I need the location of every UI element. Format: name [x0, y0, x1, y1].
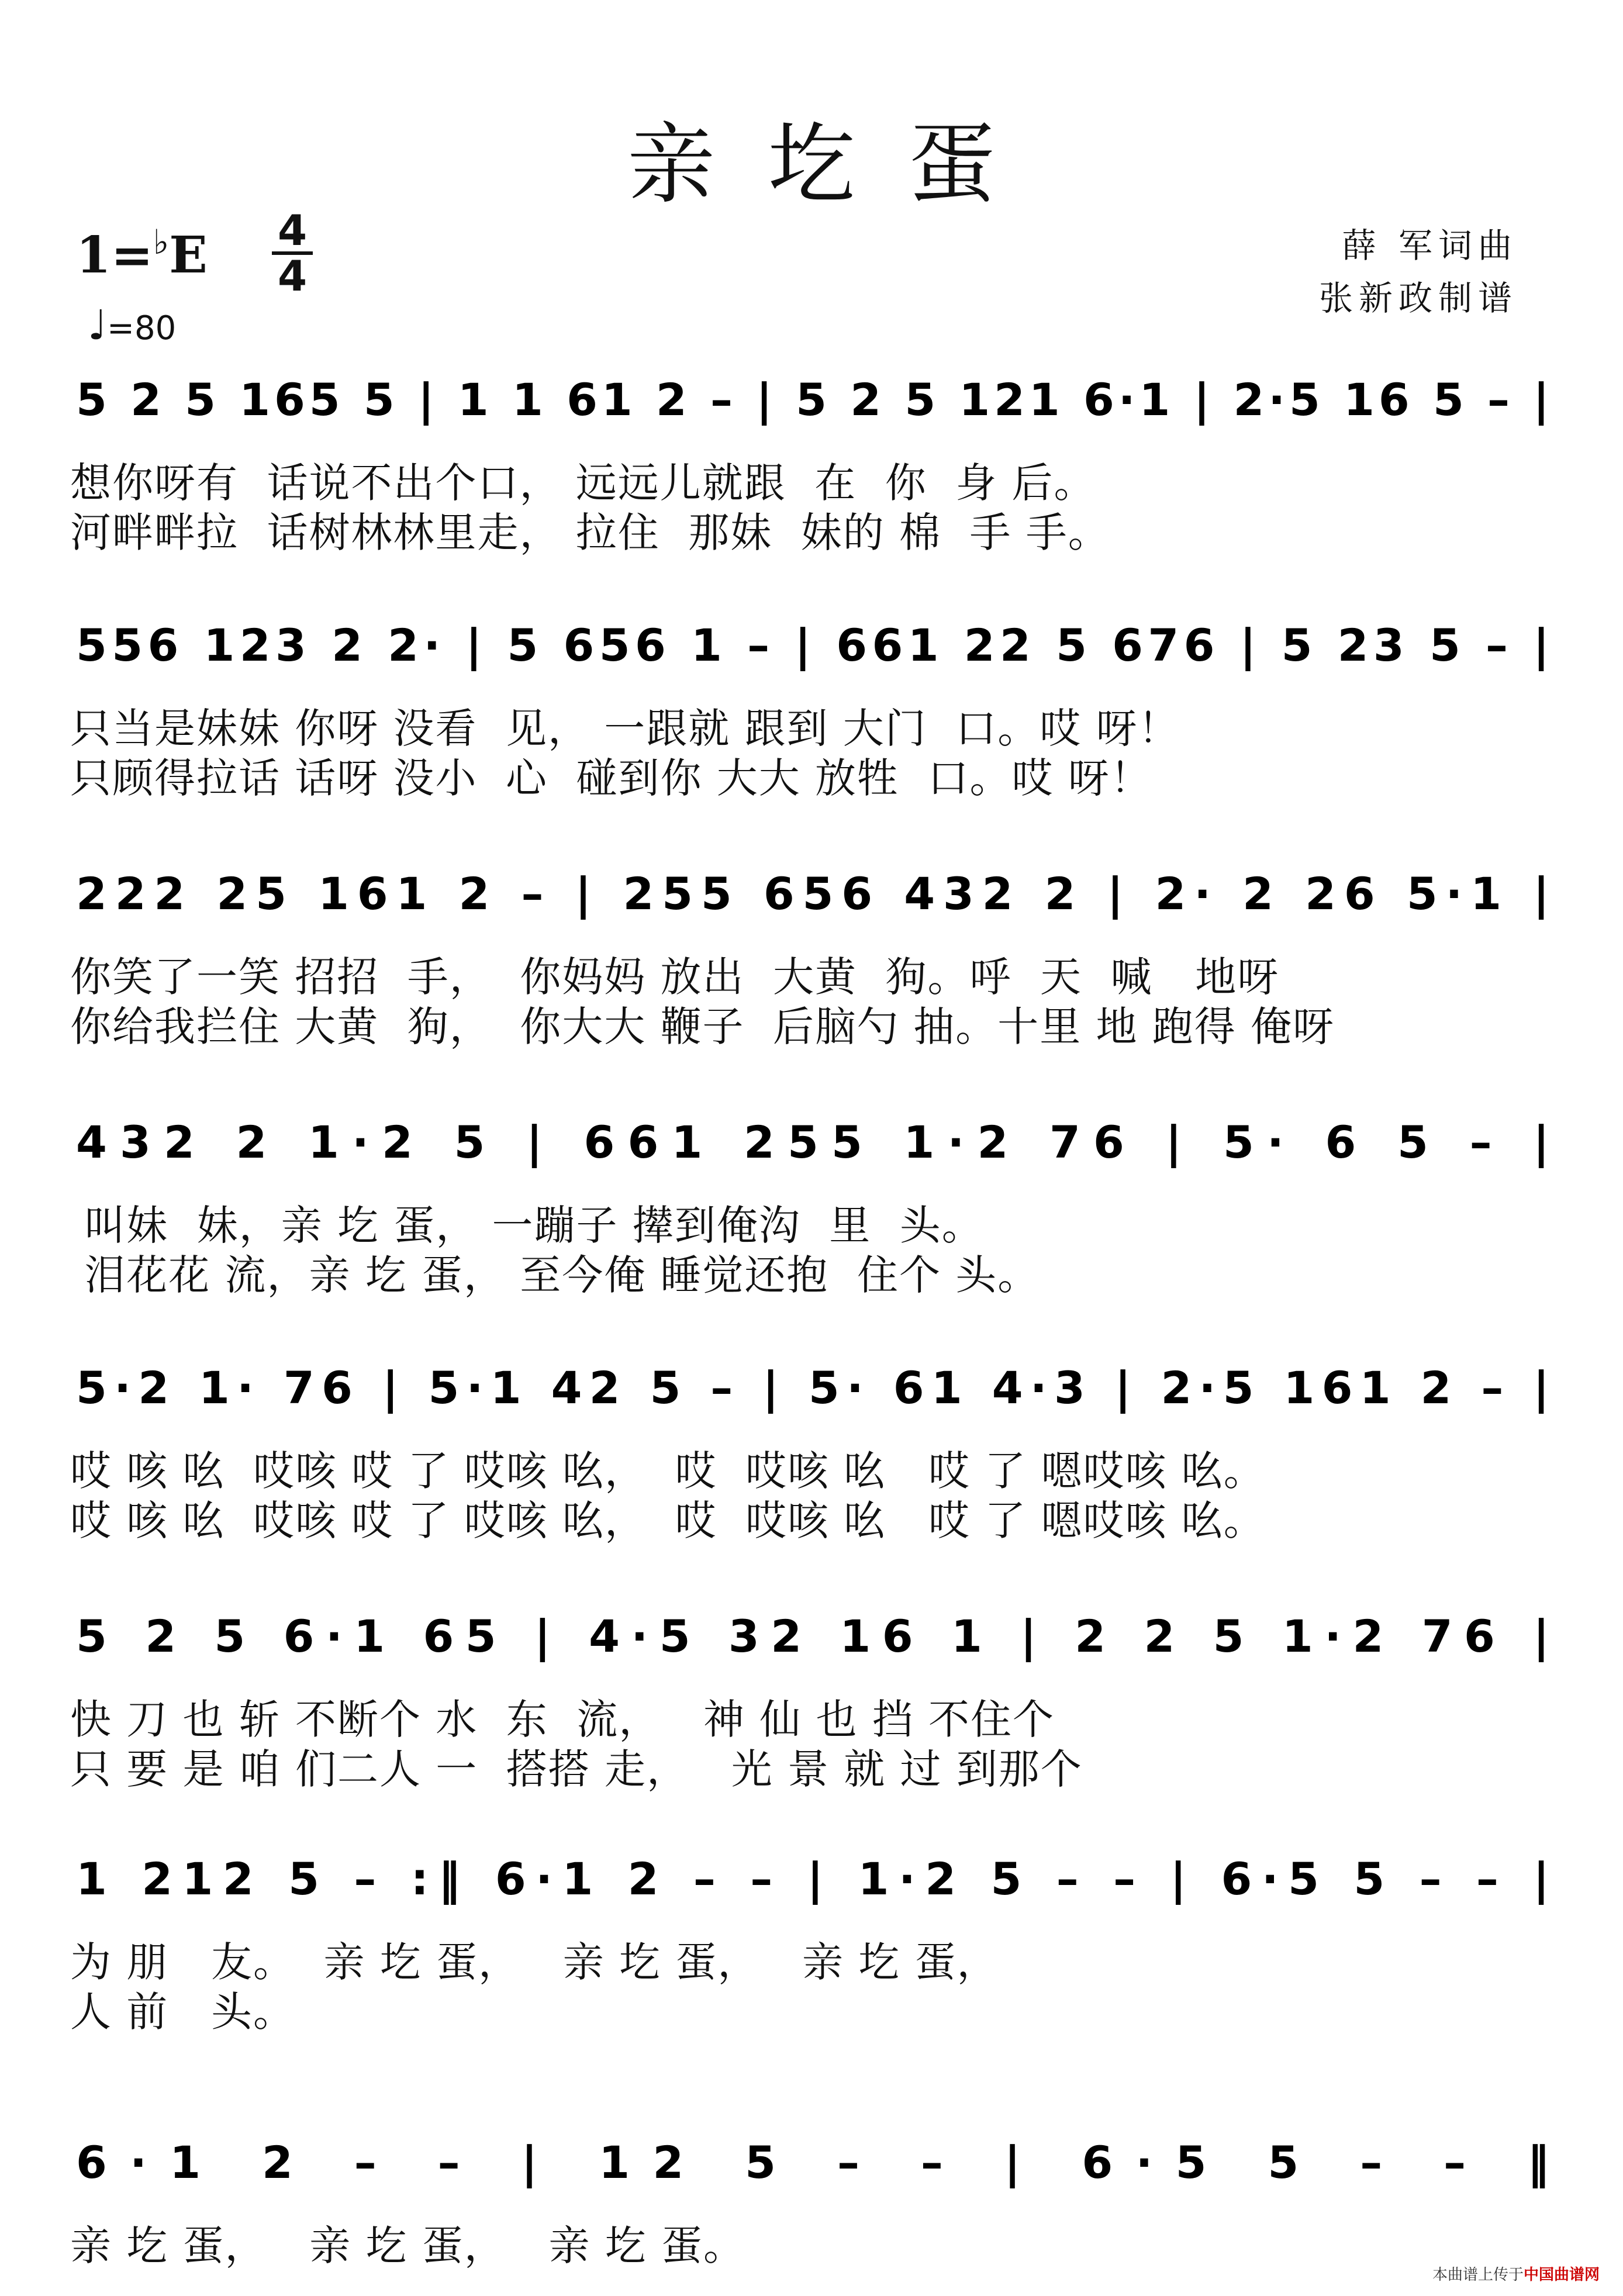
lyric-verse-2: 哎 咳 吆 哎咳 哎 了 哎咳 吆， 哎 哎咳 吆 哎 了 嗯哎咳 吆。: [70, 1497, 1266, 1545]
lyric-verse-2: 河畔畔拉 话树林林里走， 拉住 那妹 妹的 棉 手 手。: [70, 509, 1110, 557]
time-signature-bottom: 4: [277, 251, 308, 301]
key-prefix: 1=: [76, 226, 153, 285]
notation-text: 222 25 161 2 – | 255 656 432 2 | 2· 2 26 5·1 |: [76, 868, 1549, 920]
notation-text: 556 123 2 2· | 5 656 1 – | 661 22 5 676 | 5 23 5 – |: [76, 619, 1549, 671]
notation-line: [0, 1836, 1623, 1924]
flat-icon: ♭: [153, 222, 170, 262]
lyric-verse-1: 想你呀有 话说不出个口， 远远儿就跟 在 你 身 后。: [70, 459, 1096, 507]
notation-text: 5·2 1· 76 | 5·1 42 5 – | 5· 61 4·3 | 2·5 161 2 – |: [76, 1362, 1550, 1414]
notation-credit: 张新政制谱: [1318, 278, 1518, 318]
notation-text: 6·1 2 – – | 12 5 – – | 6·5 5 – – ‖: [76, 2136, 1549, 2188]
notation-line: [0, 1099, 1623, 1187]
lyric-verse-1: 哎 咳 吆 哎咳 哎 了 哎咳 吆， 哎 哎咳 吆 哎 了 嗯哎咳 吆。: [70, 1447, 1266, 1495]
credits: [1319, 219, 1518, 324]
notation-line: [0, 602, 1623, 690]
lyric-verse-1: 你笑了一笑 招招 手， 你妈妈 放出 大黄 狗。呼 天 喊 地呀: [70, 953, 1280, 1001]
lyric-verse-2: 只 要 是 咱 们二人 一 搭搭 走， 光 景 就 过 到那个: [70, 1745, 1083, 1793]
notation-line: [0, 851, 1623, 938]
footer-text: 本曲谱上传于: [1432, 2266, 1524, 2284]
notation-line: [0, 357, 1623, 444]
quarter-note-icon: ♩: [88, 301, 108, 349]
tempo-marking: [88, 301, 176, 349]
notation-text: 5 2 5 165 5 | 1 1 61 2 – | 5 2 5 121 6·1 | 2·5 16 5 – |: [76, 374, 1549, 426]
notation-text: 1 212 5 – :‖ 6·1 2 – – | 1·2 5 – – | 6·5 5 – – |: [76, 1853, 1549, 1905]
key-letter: E: [169, 226, 208, 285]
lyric-verse-2: 只顾得拉话 话呀 没小 心 碰到你 大大 放牲 口。哎 呀！: [70, 754, 1152, 802]
site-logo: 中国曲谱网: [1523, 2266, 1600, 2284]
tempo-value: =80: [107, 309, 177, 347]
notation-line: [0, 1593, 1623, 1681]
song-title: 亲圪蛋: [627, 114, 1048, 216]
lyric-verse-2: 泪花花 流，亲 圪 蛋， 至今俺 睡觉还抱 住个 头。: [70, 1251, 1040, 1299]
lyric-verse-2: 人 前 头。: [70, 1988, 296, 2036]
time-signature-top: 4: [277, 206, 308, 255]
lyrics-music-credit: 薛 军词曲: [1342, 226, 1518, 265]
notation-line: [0, 2119, 1623, 2207]
key-signature: [76, 222, 208, 285]
lyric-verse-1: 叫妹 妹，亲 圪 蛋， 一蹦子 撵到俺沟 里 头。: [70, 1201, 984, 1249]
lyric-verse-1: 只当是妹妹 你呀 没看 见， 一跟就 跟到 大门 口。哎 呀！: [70, 705, 1180, 752]
notation-text: 432 2 1·2 5 | 661 255 1·2 76 | 5· 6 5 – |: [76, 1116, 1550, 1168]
time-signature: [272, 206, 313, 301]
lyric-verse-2: 你给我拦住 大黄 狗， 你大大 鞭子 后脑勺 抽。十里 地 跑得 俺呀: [70, 1003, 1335, 1051]
footer: [1432, 2263, 1600, 2284]
notation-text: 5 2 5 6·1 65 | 4·5 32 16 1 | 2 2 5 1·2 76 |: [76, 1610, 1549, 1662]
lyric-verse-1: 亲 圪 蛋， 亲 圪 蛋， 亲 圪 蛋。: [70, 2222, 746, 2270]
lyric-verse-1: 为 朋 友。 亲 圪 蛋， 亲 圪 蛋， 亲 圪 蛋，: [70, 1938, 999, 1986]
notation-line: [0, 1345, 1623, 1432]
lyric-verse-1: 快 刀 也 斩 不断个 水 东 流， 神 仙 也 挡 不住个: [70, 1696, 1055, 1743]
